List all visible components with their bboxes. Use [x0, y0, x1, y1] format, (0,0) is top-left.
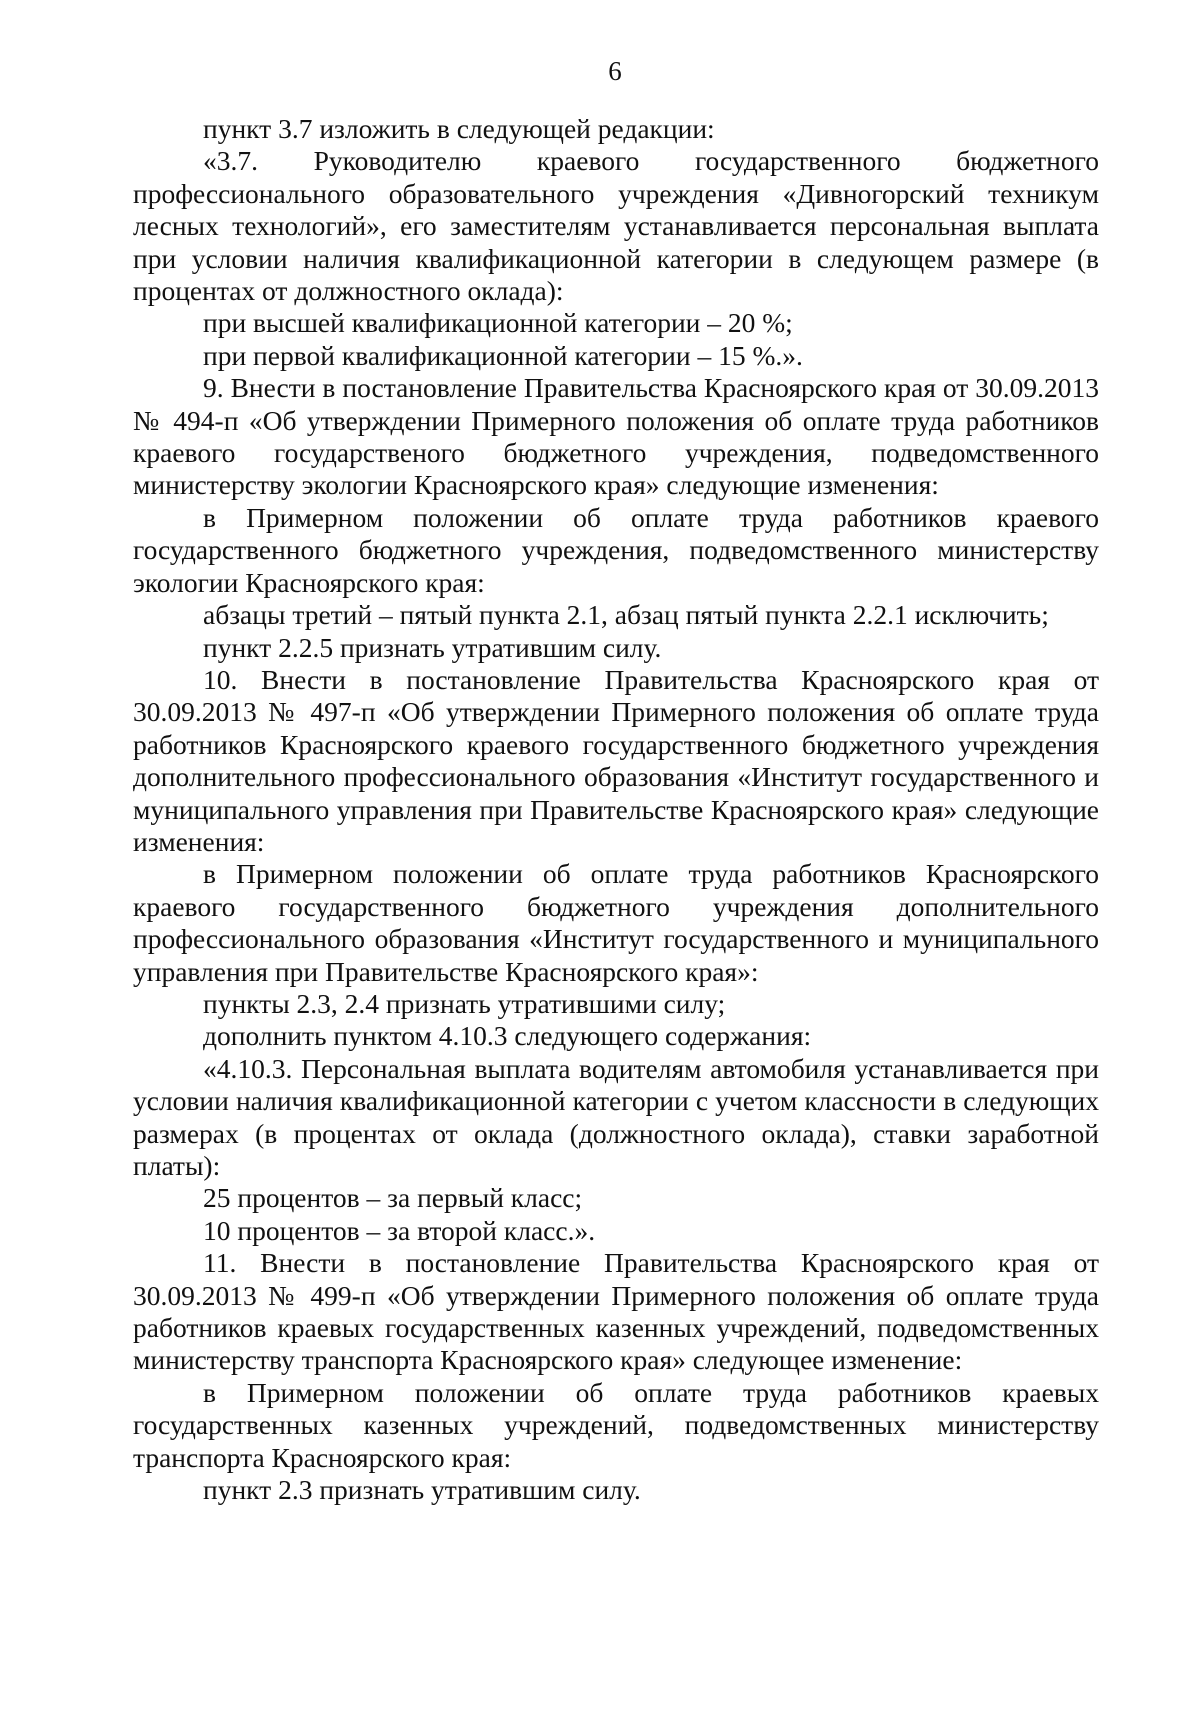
paragraph-item-10-provision: в Примерном положении об оплате труда работников Красноярского краевого государственного бюджетного учреждения дополнительного профессионального образования «Институт государственного и муниципального управления при Правительстве Красноярского края»: — [133, 858, 1099, 987]
paragraph-clause-4-10-3: «4.10.3. Персональная выплата водителям автомобиля устанавливается при условии наличия квалификационной категории с учетом классности в следующих размерах (в процентах от оклада (должностного оклада), ставки заработной платы): — [133, 1052, 1099, 1181]
paragraph-item-10-repeal: пункты 2.3, 2.4 признать утратившими силу; — [203, 987, 726, 1019]
paragraph-second-class: 10 процентов – за второй класс.». — [203, 1214, 596, 1246]
paragraph-first-category: при первой квалификационной категории – 15 %.». — [203, 339, 803, 371]
paragraph-item-11-repeal: пункт 2.3 признать утратившим силу. — [203, 1474, 641, 1506]
paragraph-item-11: 11. Внести в постановление Правительства Красноярского края от 30.09.2013 № 499-п «Об утверждении Примерного положения об оплате труда работников краевых государственных казенных учреждений, подведомственных министерству транспорта Красноярского края» следующее изменение: — [133, 1247, 1099, 1376]
paragraph-clause-3-7-intro: пункт 3.7 изложить в следующей редакции: — [203, 113, 715, 144]
page-number: 6 — [608, 56, 622, 86]
paragraph-first-class: 25 процентов – за первый класс; — [203, 1182, 583, 1214]
paragraph-item-9-repeal: пункт 2.2.5 признать утратившим силу. — [203, 631, 662, 663]
document-body — [133, 113, 1099, 1506]
paragraph-clause-3-7-text: «3.7. Руководителю краевого государственного бюджетного профессионального образовательного учреждения «Дивногорский техникум лесных технологий», его заместителям устанавливается персональная выплата при условии наличия квалификационной категории в следующем размере (в процентах от должностного оклада): — [133, 145, 1099, 307]
paragraph-item-11-provision: в Примерном положении об оплате труда работников краевых государственных казенных учреждений, подведомственных министерству транспорта Красноярского края: — [133, 1376, 1099, 1473]
paragraph-item-10: 10. Внести в постановление Правительства Красноярского края от 30.09.2013 № 497-п «Об утверждении Примерного положения об оплате труда работников Красноярского краевого государственного бюджетного учреждения дополнительного профессионального образования «Институт государственного и муниципального управления при Правительстве Красноярского края» следующие изменения: — [133, 663, 1099, 857]
paragraph-item-10-supplement: дополнить пунктом 4.10.3 следующего содержания: — [203, 1020, 812, 1052]
paragraph-item-9-exclude: абзацы третий – пятый пункта 2.1, абзац пятый пункта 2.2.1 исключить; — [203, 599, 1049, 631]
paragraph-item-9-provision: в Примерном положении об оплате труда работников краевого государственного бюджетного учреждения, подведомственного министерству экологии Красноярского края: — [133, 501, 1099, 598]
paragraph-item-9: 9. Внести в постановление Правительства Красноярского края от 30.09.2013 № 494-п «Об утверждении Примерного положения об оплате труда работников краевого государственого бюджетного учреждения, подведомственного министерству экологии Красноярского края» следующие изменения: — [133, 372, 1099, 501]
paragraph-highest-category: при высшей квалификационной категории – 20 %; — [203, 307, 793, 339]
